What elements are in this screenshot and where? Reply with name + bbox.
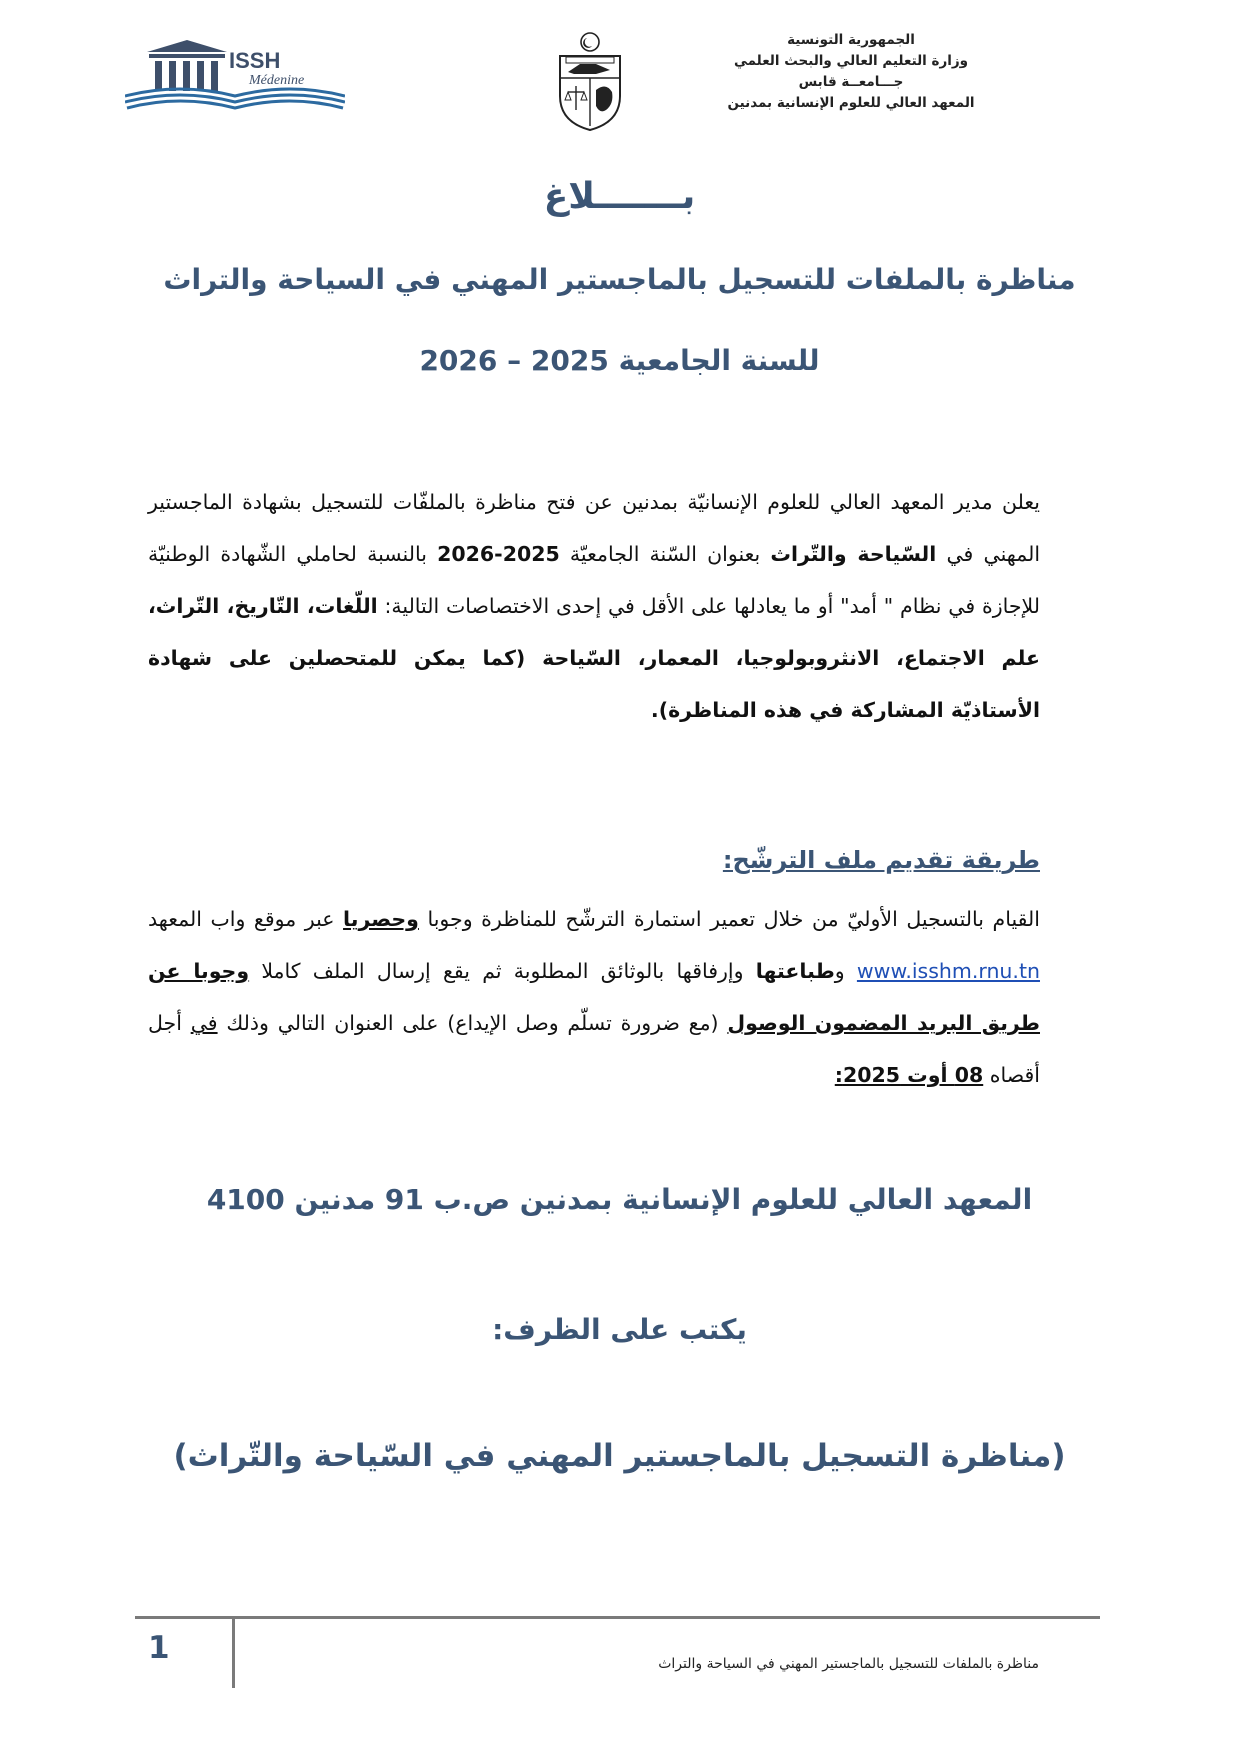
proc-text-4: و <box>834 959 857 983</box>
tunisia-emblem-icon <box>550 30 630 134</box>
footer-vertical-divider <box>232 1618 235 1688</box>
intro-text-1: يعلن مدير المعهد العالي للعلوم الإنسانيّة بمدنين عن فتح مناظرة بالملفّات للتسجيل بشهادة الماجستير المهني في <box>148 490 1041 566</box>
header-line-university: جـــامعــة قابس <box>798 74 904 90</box>
page-number: 1 <box>148 1630 170 1666</box>
academic-year-title: للسنة الجامعية 2025 – 2026 <box>419 344 820 377</box>
notice-title: بـــــــلاغ <box>543 176 696 217</box>
website-link[interactable]: www.isshm.rnu.tn <box>856 959 1040 983</box>
proc-deadline: 08 أوت 2025: <box>834 1063 984 1087</box>
procedure-paragraph <box>148 893 1040 1101</box>
proc-registered-mail: وجوبا عن طريق البريد المضمون الوصول <box>148 959 1040 1035</box>
ministry-header <box>701 30 1001 114</box>
postal-address: المعهد العالي للعلوم الإنسانية بمدنين ص.ب 91 مدنين 4100 <box>206 1183 1033 1216</box>
proc-text-10: أجل أقصاه <box>148 1011 1040 1087</box>
intro-paragraph <box>148 476 1040 736</box>
proc-text-3: عبر موقع واب المعهد <box>148 907 344 931</box>
proc-in: في <box>190 1011 218 1035</box>
envelope-label: يكتب على الظرف: <box>492 1313 747 1346</box>
proc-text-1: القيام بالتسجيل الأوليّ من خلال تعمير استمارة الترشّح للمناظرة وجوبا <box>418 907 1040 931</box>
intro-text-5: بالنسبة لحاملي الشّهادة الوطنيّة للإجازة في نظام " أمد" أو ما يعادلها على الأقل في إحدى الاختصاصات التالية: <box>148 542 1040 618</box>
issh-logo-icon <box>125 34 345 114</box>
proc-text-6: وإرفاقها بالوثائق المطلوبة ثم يقع إرسال الملف كاملا <box>249 959 756 983</box>
proc-text-8: (مع ضرورة تسلّم وصل الإيداع) على العنوان التالي وذلك <box>217 1011 728 1035</box>
header-line-republic: الجمهورية التونسية <box>787 32 915 48</box>
logo-subtext: Médenine <box>249 73 305 88</box>
intro-year: 2025-2026 <box>437 542 560 566</box>
header-line-ministry: وزارة التعليم العالي والبحث العلمي <box>733 53 969 69</box>
footer-divider <box>135 1616 1100 1619</box>
envelope-subject: (مناظرة التسجيل بالماجستير المهني في السّياحة والتّراث) <box>173 1438 1066 1474</box>
main-title: مناظرة بالملفات للتسجيل بالماجستير المهني في السياحة والتراث <box>163 263 1076 296</box>
logo-text: ISSH <box>229 48 281 73</box>
intro-text-3: بعنوان السّنة الجامعيّة <box>559 542 771 566</box>
header-line-institute: المعهد العالي للعلوم الإنسانية بمدنين <box>727 95 975 111</box>
intro-specialty: السّياحة والتّراث <box>770 542 937 566</box>
proc-print: طباعتها <box>755 959 835 983</box>
footer-text: مناظرة بالملفات للتسجيل بالماجستير المهني في السياحة والتراث <box>658 1656 1039 1672</box>
section-title: طريقة تقديم ملف الترشّح: <box>722 846 1040 874</box>
intro-disciplines: اللّغات، التّاريخ، التّراث، علم الاجتماع، الانثروبولوجيا، المعمار، السّياحة (كما يمكن للمتحصلين على شهادة الأستاذيّة المشاركة في هذه المناظرة). <box>148 594 1040 722</box>
proc-exclusive: وحصريا <box>343 907 419 931</box>
